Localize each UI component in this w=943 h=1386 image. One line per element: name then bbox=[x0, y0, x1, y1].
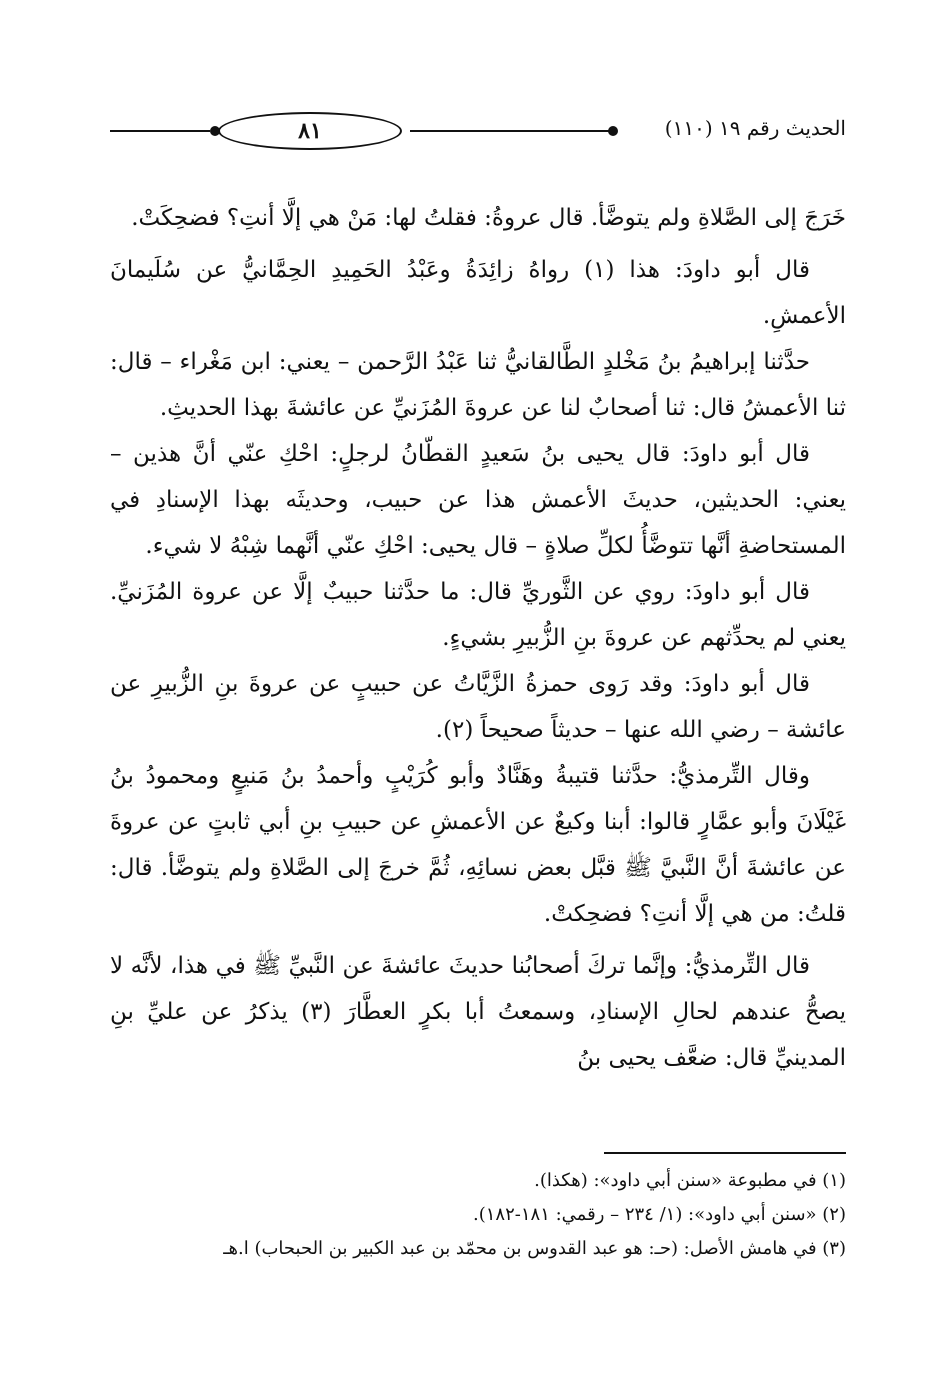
header-rule-left bbox=[110, 130, 210, 132]
paragraph-6: قال أبو داودَ: وقد رَوى حمزةُ الزَّيَّاتُ عن حبيبٍ عن عروةَ بنِ الزُّبيرِ عن عائشة – رضي الله عنها – حديثاً صحيحاً (٢). bbox=[110, 671, 846, 743]
page-header bbox=[110, 112, 846, 156]
header-rule-right bbox=[410, 130, 614, 132]
ornament-dot-left bbox=[210, 126, 220, 136]
paragraph-4: قال أبو داودَ: قال يحيى بنُ سَعيدٍ القطّانُ لرجلٍ: احْكِ عنّي أنَّ هذين – يعني: الحديثين، حديثَ الأعمش هذا عن حبيب، وحديثَه بهذا الإسنادِ في المستحاضةِ أنَّها تتوضَّأُ لكلِّ صلاةٍ – قال يحيى: احْكِ عنّي أنَّهما شِبْهُ لا شيء. bbox=[110, 441, 846, 559]
page-number-oval bbox=[218, 112, 402, 150]
ornament-dot-right bbox=[608, 126, 618, 136]
footnote-1: (١) في مطبوعة «سنن أبي داود»: (هكذا). bbox=[534, 1170, 846, 1191]
paragraph-8: قال التِّرمذيُّ: وإنَّما تركَ أصحابُنا حديثَ عائشةَ عن النَّبيِّ ﷺ في هذا، لأنَّه لا يصحُّ عندهم لحالِ الإسنادِ، وسمعتُ أبا بكرٍ العطَّارَ (٣) يذكرُ عن عليِّ بنِ المدينيِّ قال: ضعَّف يحيى بنُ bbox=[110, 953, 847, 1071]
paragraph-5: قال أبو داودَ: روي عن الثَّوريِّ قال: ما حدَّثنا حبيبٌ إلَّا عن عروة المُزَنيِّ. يعني لم يحدِّثهم عن عروةَ بنِ الزُّبيرِ بشيءٍ. bbox=[110, 579, 846, 651]
paragraph-1: خَرَجَ إلى الصَّلاةِ ولم يتوضَّأ. قال عروةُ: فقلتُ لها: مَنْ هي إلَّا أنتِ؟ فضحِكَتْ. bbox=[131, 205, 846, 231]
footnote-separator bbox=[604, 1152, 846, 1154]
footnote-3: (٣) في هامش الأصل: (حـ: هو عبد القدوس بن محمّد بن عبد الكبير بن الحبحاب) ا.هـ bbox=[223, 1238, 846, 1259]
page-number: ٨١ bbox=[298, 118, 322, 144]
paragraph-2: قال أبو داودَ: هذا (١) رواهُ زائِدَةُ وعَبْدُ الحَمِيدِ الحِمَّانيُّ عن سُلَيمانَ الأعمشِ. bbox=[110, 257, 846, 329]
footnote-2: (٢) «سنن أبي داود»: (١/ ٢٣٤ – رقمي: ١٨١-١٨٢). bbox=[473, 1204, 846, 1225]
paragraph-7: وقال التِّرمذيُّ: حدَّثنا قتيبةُ وهَنَّادٌ وأبو كُرَيْبٍ وأحمدُ بنُ مَنيعٍ ومحمودُ بنُ غَيْلَانَ وأبو عمَّارٍ قالوا: أبنا وكيعٌ عن الأعمشِ عن حبيبِ بنِ أبي ثابتٍ عن عروةَ عن عائشةَ أنَّ النَّبيَّ ﷺ قبَّل بعض نسائِهِ، ثُمَّ خرجَ إلى الصَّلاةِ ولم يتوضَّأ. قال: قلتُ: من هي إلَّا أنتِ؟ فضحِكتْ. bbox=[110, 763, 846, 927]
footnotes bbox=[110, 1164, 846, 1266]
main-text bbox=[110, 195, 846, 1081]
paragraph-3: حدَّثنا إبراهيمُ بنُ مَخْلدٍ الطَّالقانيُّ ثنا عَبْدُ الرَّحمن – يعني: ابن مَغْراء – قال: ثنا الأعمشُ قال: ثنا أصحابٌ لنا عن عروةَ المُزَنيِّ عن عائشةَ بهذا الحديثِ. bbox=[110, 349, 846, 421]
running-title: الحديث رقم ١٩ (١١٠) bbox=[664, 116, 846, 140]
